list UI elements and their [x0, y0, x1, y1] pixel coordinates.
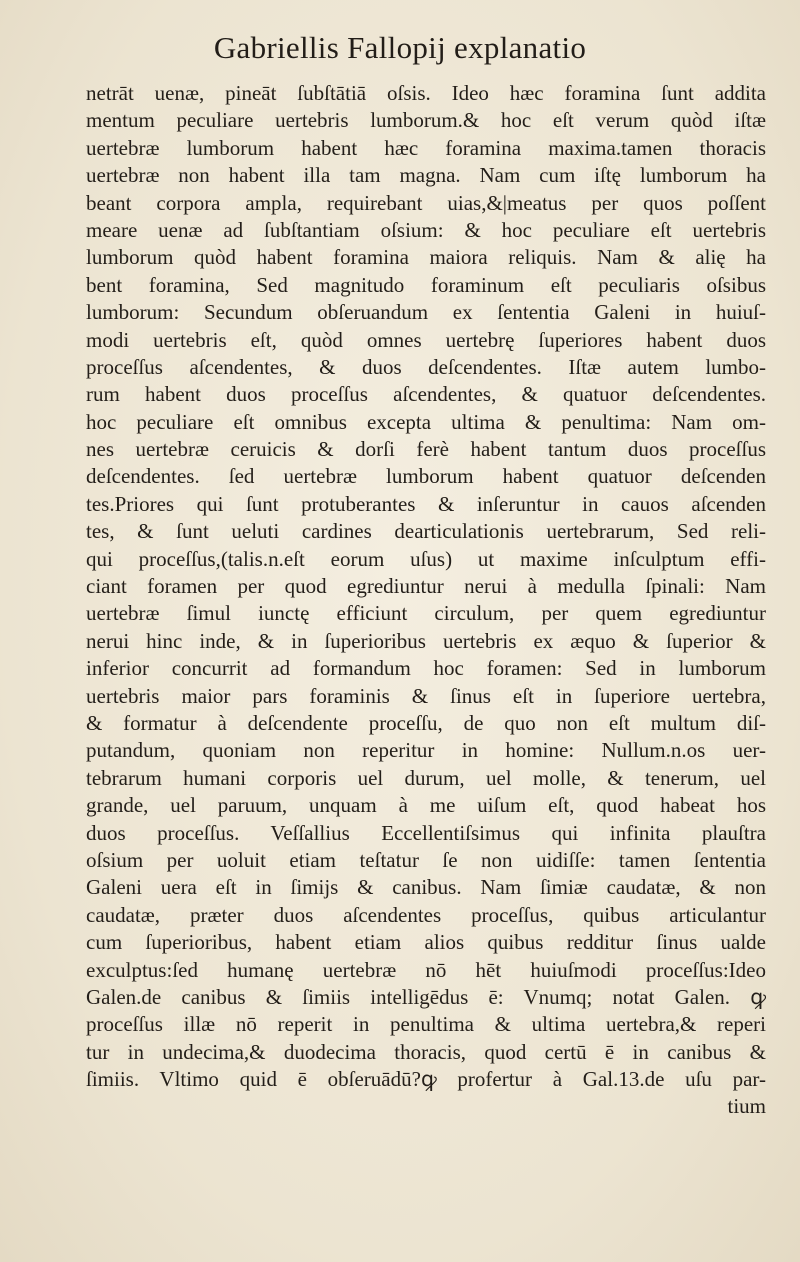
text-line: qui proceſſus,(talis.n.eſt eorum uſus) ut maxime inſculptum effi- [86, 546, 766, 571]
text-line: mentum peculiare uertebris lumborum.& hoc eſt verum quòd iſtæ [86, 108, 766, 133]
text-line: uertebris maior pars foraminis & ſinus eſt in ſuperiore uertebra, [86, 683, 766, 708]
text-line: lumborum: Secundum obſeruandum ex ſententia Galeni in huiuſ- [86, 300, 766, 325]
text-line: proceſſus illæ nō reperit in penultima & ultima uertebra,& reperi [86, 1012, 766, 1037]
text-line: nes uertebræ ceruicis & dorſi ferè habent tantum duos proceſſus [86, 437, 766, 462]
running-title: Gabriellis Fallopij explanatio [213, 30, 587, 65]
text-line: exculptus:ſed humanę uertebræ nō hēt huiuſmodi proceſſus:Ideo [86, 957, 766, 982]
text-line: uertebræ ſimul iunctę efficiunt circulum, per quem egrediuntur [86, 601, 766, 626]
text-line: ciant foramen per quod egrediuntur nerui à medulla ſpinali: Nam [86, 574, 766, 599]
catchword: tium [727, 1094, 766, 1119]
text-line: inferior concurrit ad formandum hoc foramen: Sed in lumborum [86, 656, 766, 681]
text-line: deſcendentes. ſed uertebræ lumborum habent quatuor deſcenden [86, 464, 766, 489]
text-line: tes, & ſunt ueluti cardines dearticulationis uertebrarum, Sed reli- [86, 519, 766, 544]
text-line: bent foramina, Sed magnitudo foraminum eſt peculiaris oſsibus [86, 272, 766, 297]
text-line: putandum, quoniam non reperitur in homine: Nullum.n.os uer- [86, 738, 766, 763]
text-line: rum habent duos proceſſus aſcendentes, & quatuor deſcendentes. [86, 382, 766, 407]
text-line: lumborum quòd habent foramina maiora reliquis. Nam & alię ha [86, 245, 766, 270]
text-line: proceſſus aſcendentes, & duos deſcendentes. Iſtæ autem lumbo- [86, 354, 766, 379]
text-line: hoc peculiare eſt omnibus excepta ultima & penultima: Nam om- [86, 409, 766, 434]
text-line: ſimiis. Vltimo quid ē obſeruādū?ꝙ profertur à Gal.13.de uſu par- [86, 1067, 766, 1092]
text-line: tes.Priores qui ſunt protuberantes & inſeruntur in cauos aſcenden [86, 491, 766, 516]
text-line: netrāt uenæ, pineāt ſubſtātiā oſsis. Ideo hæc foramina ſunt addita [86, 81, 766, 105]
text-line: grande, uel paruum, unquam à me uiſum eſt, quod habeat hos [86, 793, 766, 818]
text-line: Galeni uera eſt in ſimijs & canibus. Nam ſimiæ caudatæ, & non [86, 875, 766, 900]
text-line: caudatæ, præter duos aſcendentes proceſſus, quibus articulantur [86, 902, 766, 927]
text-line: beant corpora ampla, requirebant uias,&|meatus per quos poſſent [86, 190, 766, 215]
text-line: meare uenæ ad ſubſtantiam oſsium: & hoc peculiare eſt uertebris [86, 217, 766, 242]
text-line: Galen.de canibus & ſimiis intelligēdus ē: Vnumq; notat Galen. ꝙ [86, 984, 766, 1009]
text-line: & formatur à deſcendente proceſſu, de quo non eſt multum diſ- [86, 710, 766, 735]
text-line: modi uertebris eſt, quòd omnes uertebrę ſuperiores habent duos [86, 327, 766, 352]
text-line: tur in undecima,& duodecima thoracis, quod certū ē in canibus & [86, 1039, 766, 1064]
text-line: cum ſuperioribus, habent etiam alios quibus redditur ſinus ualde [86, 930, 766, 955]
text-line: uertebræ non habent illa tam magna. Nam cum iſtę lumborum ha [86, 163, 766, 188]
text-line: nerui hinc inde, & in ſuperioribus uertebris ex æquo & ſuperior & [86, 628, 766, 653]
text-line: tebrarum humani corporis uel durum, uel molle, & tenerum, uel [86, 765, 766, 790]
text-line: oſsium per uoluit etiam teſtatur ſe non uidiſſe: tamen ſententia [86, 847, 766, 872]
main-text-block [86, 80, 766, 1121]
text-line: uertebræ lumborum habent hæc foramina maxima.tamen thoracis [86, 135, 766, 160]
text-line: duos proceſſus. Veſſallius Eccellentiſsimus qui infinita plauſtra [86, 820, 766, 845]
